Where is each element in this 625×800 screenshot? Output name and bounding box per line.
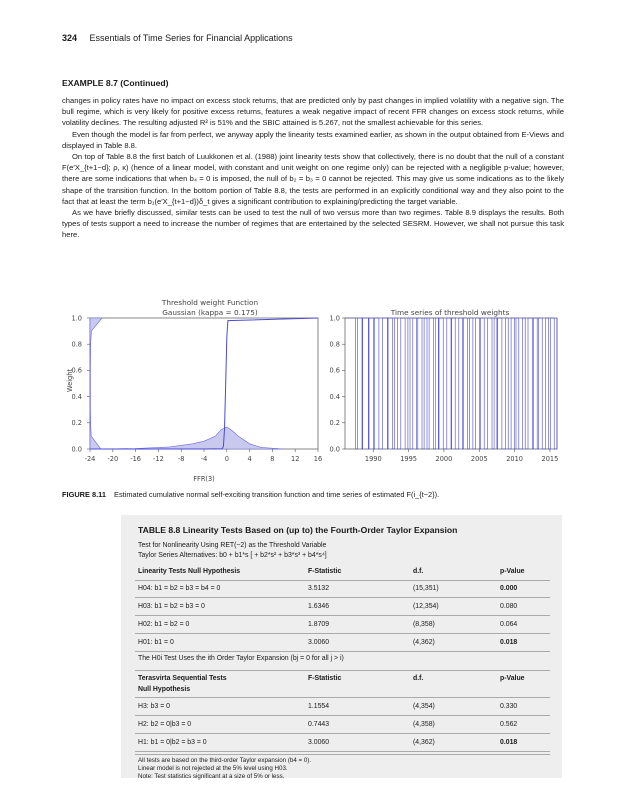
x-tick-label: -8 [177, 455, 185, 463]
y-tick-label: 0.0 [71, 445, 82, 454]
y-tick-label: 0.6 [71, 366, 82, 375]
weight-histogram [90, 318, 102, 449]
y-tick-label: 0.2 [329, 419, 340, 428]
row-divider [135, 615, 550, 616]
table-cell-c3: (15,351) [413, 585, 439, 592]
x-tick-label: 2010 [506, 455, 523, 463]
left-plot-frame [90, 318, 318, 449]
paragraph-2: Even though the model is far from perfect, we anyway apply the linearity tests examined earlier, as shown in the output obtained from E-Views and displayed in Table 8.8. [62, 129, 564, 150]
density-curve [101, 427, 283, 449]
table-mid-note: The H0i Test Uses the ith Order Taylor Expansion (bj = 0 for all j > i) [138, 655, 344, 662]
table-note-1: All tests are based on the third-order Taylor expansion (b4 = 0). [138, 757, 312, 764]
row-divider [135, 597, 550, 598]
table-cell-c1: H1: b1 = 0|b2 = b3 = 0 [138, 739, 207, 746]
row-divider [135, 651, 550, 652]
x-tick-label: -20 [107, 455, 119, 463]
table-cell-c4: 0.330 [500, 703, 518, 710]
x-tick-label: 2015 [541, 455, 559, 463]
table-cell-c3: (4,354) [413, 703, 435, 710]
row-divider [135, 633, 550, 634]
right-chart [330, 314, 559, 463]
y-tick-label: 1.0 [71, 314, 82, 323]
table-cell-c3: (12,354) [413, 603, 439, 610]
table-cell-c4: 0.080 [500, 603, 518, 610]
table-cell-c1: H2: b2 = 0|b3 = 0 [138, 721, 192, 728]
table-cell-c3: (4,362) [413, 639, 435, 646]
row-divider [135, 751, 550, 752]
x-tick-label: -4 [200, 455, 208, 463]
row-divider [135, 715, 550, 716]
table-cell-c1: H02: b1 = b2 = 0 [138, 621, 190, 628]
header2-null: Null Hypothesis [138, 686, 191, 693]
running-title: Essentials of Time Series for Financial Applications [89, 33, 293, 43]
x-tick-label: 16 [313, 455, 323, 463]
table-cell-c4: 0.018 [500, 739, 518, 746]
table-cell-c2: 3.5132 [308, 585, 330, 592]
x-tick-label: 8 [270, 455, 275, 463]
x-tick-label: -24 [84, 455, 96, 463]
table-cell-c2: 1.6346 [308, 603, 330, 610]
left-y-label: Weight [66, 369, 74, 392]
paragraph-4: As we have briefly discussed, similar tests can be used to test the null of two versus more than two regimes. Table 8.9 displays the results. Both types of tests support a need to increase the number of regimes that are entertained by the selected SESRM. However, we shall not pursue this task here. [62, 208, 564, 240]
y-tick-label: 0.2 [71, 419, 82, 428]
table-cell-c2: 0.7443 [308, 721, 330, 728]
table-cell-c3: (4,358) [413, 721, 435, 728]
header1-hypothesis: Linearity Tests Null Hypothesis [138, 568, 241, 575]
right-chart-title: Time series of threshold weights [390, 308, 510, 317]
weights-time-series [345, 318, 557, 449]
header2-df: d.f. [413, 675, 424, 682]
page-number: 324 [62, 33, 78, 43]
header1-df: d.f. [413, 568, 424, 575]
header2-fstat: F-Statistic [308, 675, 342, 682]
table-cell-c1: H01: b1 = 0 [138, 639, 174, 646]
y-tick-label: 0.0 [329, 445, 340, 454]
table-cell-c1: H3: b3 = 0 [138, 703, 170, 710]
table-cell-c3: (4,362) [413, 739, 435, 746]
y-tick-label: 0.6 [329, 366, 340, 375]
table-cell-c3: (8,358) [413, 621, 435, 628]
left-chart-title-1: Threshold weight Function [161, 298, 259, 307]
divider [135, 754, 550, 755]
y-tick-label: 1.0 [329, 314, 340, 323]
paragraph-1: changes in policy rates have no impact on excess stock returns, that are predicted only by past changes in implied volatility with a negative sign. The bull regime, which is very likely for positive excess returns, features a weak negative impact of recent FFR changes on excess stock returns, while volatility declines. The resulting adjusted R² is 51% and the SBIC attained is 5.267, not the smallest achievable for this series. [62, 96, 564, 128]
threshold-weight-curve [90, 318, 318, 449]
figure-caption [62, 490, 439, 499]
table-note-3: Note: Test statistics significant at a size of 5% or less. [138, 773, 285, 780]
table-cell-c4: 0.562 [500, 721, 518, 728]
table-cell-c2: 3.0060 [308, 639, 330, 646]
y-tick-label: 0.8 [329, 340, 340, 349]
left-x-label: FFR(3) [193, 475, 215, 483]
x-tick-label: -12 [153, 455, 164, 463]
table-cell-c2: 1.8709 [308, 621, 330, 628]
header1-fstat: F-Statistic [308, 568, 342, 575]
table-cell-c4: 0.000 [500, 585, 518, 592]
header2-pvalue: p-Value [500, 675, 525, 682]
table-note-2: Linear model is not rejected at the 5% level using H03. [138, 765, 288, 772]
table-cell-c2: 1.1554 [308, 703, 330, 710]
example-title: EXAMPLE 8.7 (Continued) [62, 78, 169, 88]
row-divider [135, 733, 550, 734]
table-intro-2: Taylor Series Alternatives: b0 + b1*s [ + b2*s² + b3*s³ + b4*s⁴] [138, 552, 327, 559]
left-chart-title-2: Gaussian (kappa = 0.175) [162, 308, 258, 317]
x-tick-label: -16 [130, 455, 141, 463]
table-cell-c2: 3.0060 [308, 739, 330, 746]
table-cell-c4: 0.018 [500, 639, 518, 646]
x-tick-label: 4 [247, 455, 252, 463]
x-tick-label: 12 [291, 455, 300, 463]
y-tick-label: 0.8 [71, 340, 82, 349]
header1-pvalue: p-Value [500, 568, 525, 575]
divider [135, 697, 550, 698]
table-title: TABLE 8.8 Linearity Tests Based on (up to) the Fourth-Order Taylor Expansion [138, 525, 458, 535]
header2-tests: Terasvirta Sequential Tests [138, 675, 227, 682]
table-cell-c1: H03: b1 = b2 = b3 = 0 [138, 603, 205, 610]
x-tick-label: 2000 [435, 455, 453, 463]
y-tick-label: 0.4 [329, 392, 340, 401]
y-tick-label: 0.4 [71, 392, 82, 401]
table-cell-c1: H04: b1 = b2 = b3 = b4 = 0 [138, 585, 221, 592]
x-tick-label: 0 [224, 455, 229, 463]
left-chart [72, 314, 323, 463]
paragraph-3: On top of Table 8.8 the first batch of Luukkonen et al. (1988) joint linearity tests show that collectively, there is no doubt that the null of a constant F(e′X_{t+1−d}; ρ, κ) (hence of a linear model, with constant and unit weight on one regime only) can be rejected with a negligible p-value; however, there are some indications that when b₄ = 0 is imposed, the null of b₂ = b₃ = 0 cannot be rejected. This may give us some indications as to the likely shape of the transition function. In the bottom portion of Table 8.8, the tests are performed in an explicitly conditional way and they also point to the fact that at least the term b₁(e′X_{t+1−d})δ_t gives a significant contribution to explaining/predicting the target variable. [62, 152, 564, 206]
x-tick-label: 1990 [364, 455, 382, 463]
table-intro-1: Test for Nonlinearity Using RET(−2) as the Threshold Variable [138, 542, 327, 549]
figure-caption-text: Estimated cumulative normal self-exciting transition function and time series of estimated F(i_{t−2}). [114, 490, 440, 499]
table-cell-c4: 0.064 [500, 621, 518, 628]
x-tick-label: 1995 [400, 455, 417, 463]
divider [135, 580, 550, 581]
x-tick-label: 2005 [470, 455, 488, 463]
divider [135, 670, 550, 671]
figure-label: FIGURE 8.11 [62, 490, 106, 499]
